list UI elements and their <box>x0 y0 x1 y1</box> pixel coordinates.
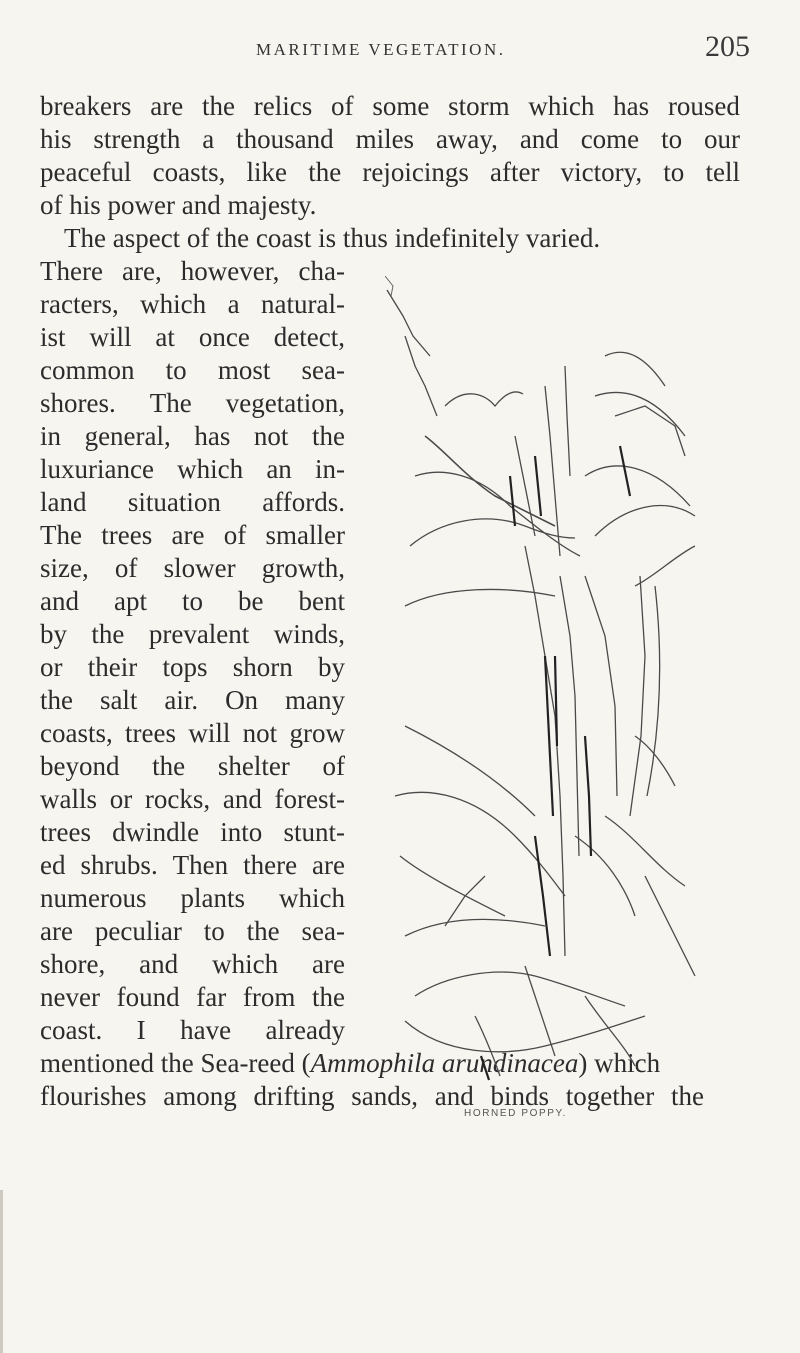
text-line <box>40 387 345 420</box>
word: by <box>40 619 67 649</box>
word: cha- <box>298 256 345 286</box>
word: already <box>265 1015 345 1045</box>
text-line <box>40 717 345 750</box>
word: the <box>311 421 345 451</box>
word: strength <box>93 124 181 154</box>
word: racters, <box>40 289 119 319</box>
word: are, <box>122 256 162 286</box>
text-line <box>40 354 345 387</box>
text-line <box>40 684 345 717</box>
text-line <box>40 123 740 156</box>
word: never <box>40 982 100 1012</box>
word: and <box>139 949 179 979</box>
word: which <box>212 949 279 979</box>
word: vegetation, <box>225 388 345 418</box>
word: air. <box>164 685 199 715</box>
text-line <box>40 750 345 783</box>
text-line <box>40 156 740 189</box>
word: are <box>40 916 73 946</box>
text-line <box>40 783 345 816</box>
word: shores. <box>40 388 116 418</box>
word: into <box>220 817 263 847</box>
word: are <box>312 850 345 880</box>
word: detect, <box>273 322 345 352</box>
word: the <box>670 1081 704 1111</box>
text-line <box>40 618 345 651</box>
word: ist <box>40 322 66 352</box>
word: tell <box>705 157 740 187</box>
word: sea- <box>301 355 345 385</box>
text-line <box>40 420 345 453</box>
word: a <box>227 289 240 319</box>
word: the <box>40 685 73 715</box>
word: have <box>180 1015 232 1045</box>
word: by <box>318 652 345 682</box>
text-run: mentioned the Sea-reed ( <box>40 1048 311 1078</box>
text-line <box>40 915 345 948</box>
word: has <box>194 421 231 451</box>
word: trees <box>125 718 177 748</box>
word: after <box>490 157 540 187</box>
word: or <box>40 652 63 682</box>
text-line <box>40 1014 345 1047</box>
word: our <box>703 124 740 154</box>
word: tops <box>162 652 208 682</box>
word: beyond <box>40 751 120 781</box>
word: some <box>372 91 430 121</box>
text-line <box>40 948 345 981</box>
word: many <box>285 685 345 715</box>
word: of <box>331 91 354 121</box>
word: luxuriance <box>40 454 154 484</box>
word: apt <box>113 586 147 616</box>
word: drifting <box>253 1081 335 1111</box>
word: of <box>114 553 138 583</box>
word: miles <box>355 124 415 154</box>
word: coasts, <box>152 157 226 187</box>
word: relics <box>253 91 313 121</box>
word: binds <box>490 1081 549 1111</box>
word: sands, <box>351 1081 418 1111</box>
text-line <box>40 321 345 354</box>
word: situation <box>127 487 221 517</box>
word: of <box>322 751 345 781</box>
text-line <box>40 849 345 882</box>
word: numerous <box>40 883 147 913</box>
word: rocks, <box>144 784 211 814</box>
word: walls <box>40 784 97 814</box>
word: which <box>279 883 345 913</box>
word: slower <box>163 553 236 583</box>
word: a <box>202 124 215 154</box>
text-line <box>40 552 345 585</box>
word: land <box>40 487 87 517</box>
species-name: Ammophila arundinacea <box>310 1048 579 1078</box>
text-line <box>40 816 345 849</box>
word: stunt- <box>283 817 345 847</box>
word: Then <box>172 850 229 880</box>
word: will <box>188 718 231 748</box>
word: come <box>580 124 640 154</box>
word: an <box>266 454 292 484</box>
word: and <box>40 586 79 616</box>
word: are <box>312 949 345 979</box>
word: flourishes <box>40 1081 147 1111</box>
page-header <box>80 30 750 70</box>
word: prevalent <box>148 619 250 649</box>
text-line <box>40 255 345 288</box>
word: not <box>242 718 278 748</box>
word: coast. <box>40 1015 103 1045</box>
page-edge-shadow <box>0 1190 3 1353</box>
text-line <box>40 519 345 552</box>
word: will <box>89 322 132 352</box>
word: There <box>40 256 103 286</box>
word: from <box>242 982 296 1012</box>
text-line: of his power and majesty. <box>40 190 317 220</box>
word: however, <box>180 256 280 286</box>
paragraph-start: The aspect of the coast is thus indefinitely varied. <box>64 223 601 253</box>
word: general, <box>84 421 171 451</box>
word: On <box>225 685 259 715</box>
word: or <box>109 784 133 814</box>
word: at <box>155 322 175 352</box>
word: together <box>565 1081 655 1111</box>
word: winds, <box>273 619 345 649</box>
text-line <box>40 453 345 486</box>
word: The <box>149 388 192 418</box>
word: salt <box>99 685 138 715</box>
word: in- <box>314 454 345 484</box>
word: thousand <box>236 124 334 154</box>
word: peculiar <box>94 916 182 946</box>
word: I <box>136 1015 146 1045</box>
word: coasts, <box>40 718 113 748</box>
word: to <box>661 124 683 154</box>
word: most <box>217 355 271 385</box>
word: be <box>238 586 264 616</box>
word: of <box>223 520 247 550</box>
word: his <box>40 124 72 154</box>
word: which <box>528 91 595 121</box>
text-line <box>40 882 345 915</box>
text-line <box>40 651 345 684</box>
word: peaceful <box>40 157 132 187</box>
word: growth, <box>261 553 345 583</box>
word: shrubs. <box>80 850 158 880</box>
word: trees <box>101 520 153 550</box>
word: size, <box>40 553 89 583</box>
word: not <box>253 421 289 451</box>
word: breakers <box>40 91 132 121</box>
word: in <box>40 421 62 451</box>
word: trees <box>40 817 91 847</box>
word: common <box>40 355 135 385</box>
word: sea- <box>301 916 345 946</box>
word: away, <box>435 124 498 154</box>
word: the <box>311 982 345 1012</box>
word: the <box>201 91 235 121</box>
word: shore, <box>40 949 106 979</box>
word: victory, <box>560 157 643 187</box>
running-head: MARITIME VEGETATION. <box>256 40 506 59</box>
word: their <box>87 652 138 682</box>
word: which <box>177 454 244 484</box>
text-line <box>40 981 345 1014</box>
word: which <box>140 289 207 319</box>
word: rejoicings <box>362 157 469 187</box>
word: the <box>91 619 125 649</box>
horned-poppy-illustration <box>385 276 720 1096</box>
word: the <box>308 157 342 187</box>
word: among <box>163 1081 237 1111</box>
word: and <box>519 124 559 154</box>
text-run: ) which <box>578 1048 661 1078</box>
word: dwindle <box>112 817 200 847</box>
word: to <box>203 916 225 946</box>
word: and <box>434 1081 474 1111</box>
word: has <box>613 91 650 121</box>
word: to <box>165 355 187 385</box>
word: bent <box>298 586 345 616</box>
text-line <box>40 90 740 123</box>
word: the <box>152 751 186 781</box>
word: to <box>663 157 685 187</box>
word: forest- <box>274 784 345 814</box>
word: are <box>171 520 205 550</box>
word: affords. <box>262 487 345 517</box>
word: and <box>222 784 262 814</box>
word: shorn <box>232 652 293 682</box>
word: plants <box>180 883 245 913</box>
word: roused <box>667 91 740 121</box>
word: found <box>116 982 180 1012</box>
word: there <box>243 850 298 880</box>
word: shelter <box>217 751 290 781</box>
page-number: 205 <box>705 30 750 63</box>
text-line <box>40 486 345 519</box>
word: smaller <box>265 520 345 550</box>
text-line <box>40 585 345 618</box>
word: like <box>246 157 288 187</box>
word: The <box>40 520 82 550</box>
figure-caption: HORNED POPPY. <box>464 1108 567 1119</box>
word: once <box>198 322 250 352</box>
word: the <box>246 916 280 946</box>
word: ed <box>40 850 66 880</box>
word: far <box>196 982 227 1012</box>
text-line <box>40 288 345 321</box>
word: to <box>181 586 203 616</box>
word: storm <box>448 91 510 121</box>
word: are <box>150 91 184 121</box>
word: grow <box>289 718 345 748</box>
word: natural- <box>261 289 345 319</box>
